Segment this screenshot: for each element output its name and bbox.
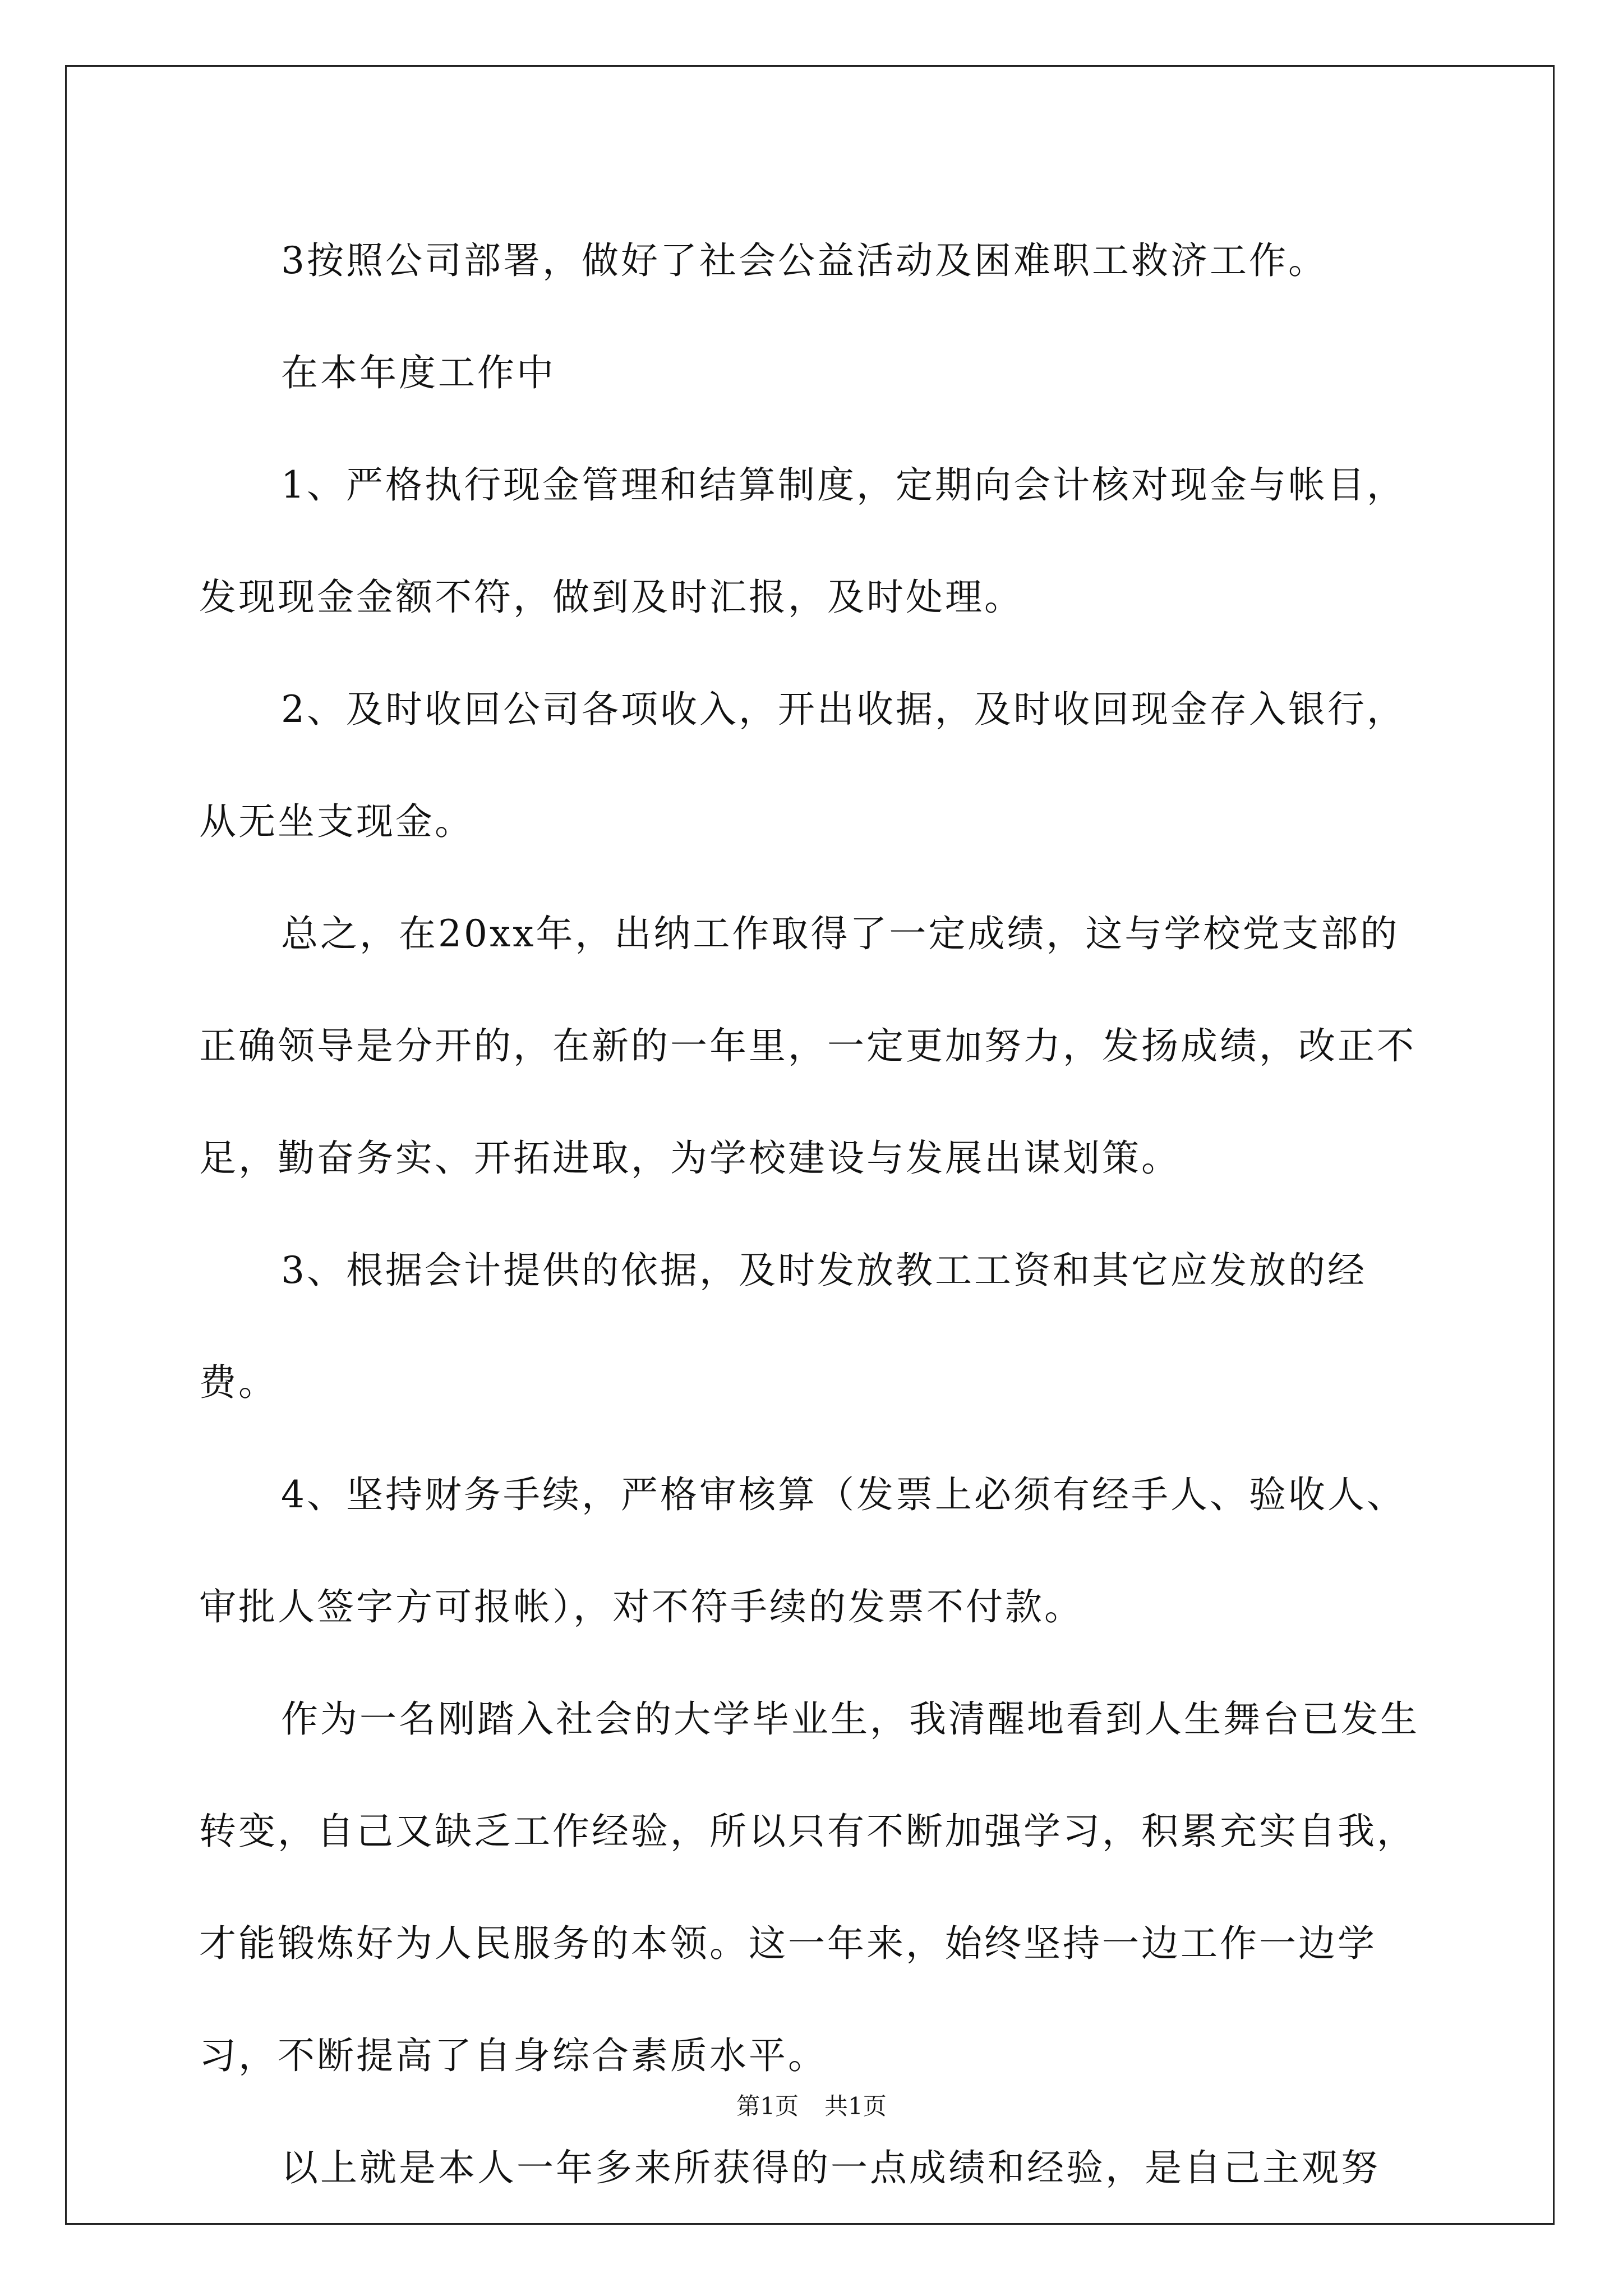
page-total: 共1页: [824, 2092, 887, 2120]
page-footer: [0, 2090, 1623, 2123]
paragraph: 3按照公司部署，做好了社会公益活动及困难职工救济工作。: [281, 239, 1327, 282]
paragraph: 作为一名刚踏入社会的大学毕业生，我清醒地看到人生舞台已发生转变，自己又缺乏工作经验，所以只有不断加强学习，积累充实自我，才能锻炼好为人民服务的本领。这一年来，始终坚持一边工作一边学习，不断提高了自身综合素质水平。: [199, 1697, 1419, 2077]
paragraph: 总之，在20xx年，出纳工作取得了一定成绩，这与学校党支部的正确领导是分开的，在新的一年里，一定更加努力，发扬成绩，改正不足，勤奋务实、开拓进取，为学校建设与发展出谋划策。: [199, 912, 1416, 1180]
document-body: [199, 205, 1424, 2224]
paragraph: 1、严格执行现金管理和结算制度，定期向会计核对现金与帐目，发现现金金额不符，做到及时汇报，及时处理。: [199, 463, 1406, 619]
paragraph: 3、根据会计提供的依据，及时发放教工工资和其它应发放的经费。: [199, 1249, 1367, 1404]
paragraph: 4、坚持财务手续，严格审核算（发票上必须有经手人、验收人、审批人签字方可报帐），对不符手续的发票不付款。: [199, 1473, 1406, 1628]
paragraph: 以上就是本人一年多来所获得的一点成绩和经验，是自己主观努: [281, 2146, 1380, 2189]
paragraph: 2、及时收回公司各项收入，开出收据，及时收回现金存入银行，从无坐支现金。: [199, 688, 1406, 843]
paragraph: 在本年度工作中: [281, 351, 556, 394]
page-number: 第1页: [736, 2092, 799, 2120]
